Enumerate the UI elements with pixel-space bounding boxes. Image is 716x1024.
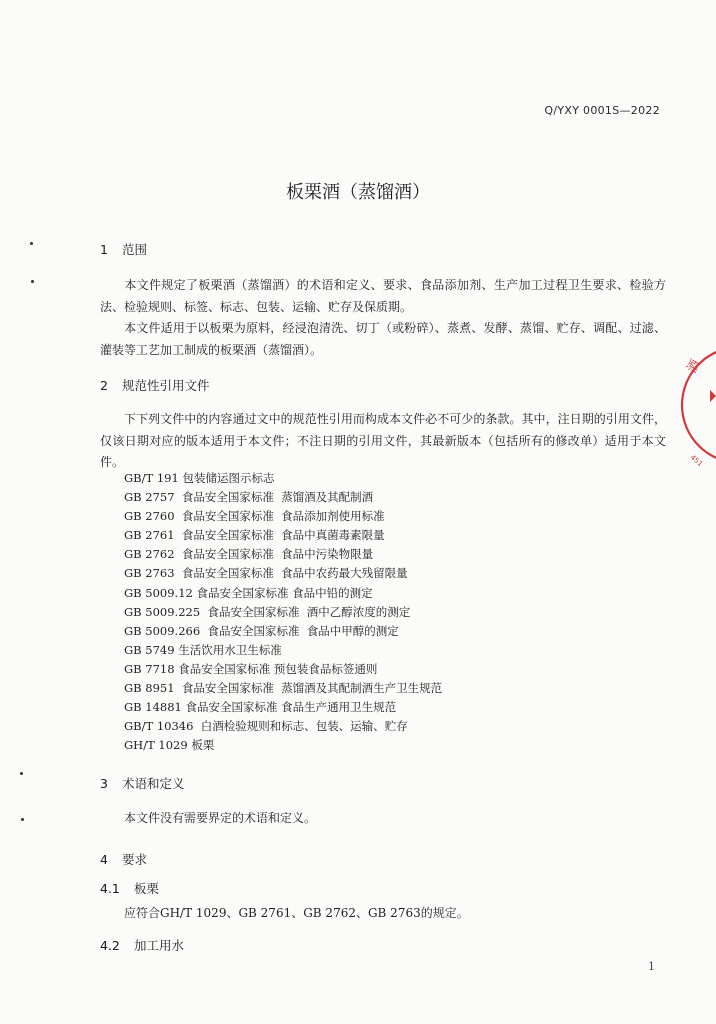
paragraph-text: 应符合GH/T 1029、GB 2761、GB 2762、GB 2763的规定。	[124, 906, 469, 920]
section-number: 3	[100, 776, 108, 791]
reference-item: GB/T 191 包装储运图示标志	[124, 471, 275, 485]
section-title: 要求	[121, 852, 147, 867]
section-1-paragraph-2	[100, 318, 666, 361]
paragraph-text: 本文件规定了板栗酒（蒸馏酒）的术语和定义、要求、食品添加剂、生产加工过程卫生要求、检验方法、检验规则、标签、标志、包装、运输、贮存及保质期。	[100, 278, 666, 314]
scan-mark	[30, 242, 33, 245]
page-number: 1	[648, 960, 655, 973]
red-seal-stamp	[676, 330, 716, 480]
seal-number-fragment: 451	[688, 453, 705, 469]
reference-item: GB 2762 食品安全国家标准 食品中污染物限量	[124, 547, 374, 562]
reference-item: GB 2760 食品安全国家标准 食品添加剂使用标准	[124, 509, 385, 524]
reference-item: GB 7718 食品安全国家标准 预包装食品标签通则	[124, 661, 378, 676]
reference-item: GB 2761 食品安全国家标准 食品中真菌毒素限量	[124, 528, 385, 543]
reference-item: GB 5749 生活饮用水卫生标准	[124, 642, 282, 657]
reference-item: GB 5009.266 食品安全国家标准 食品中甲醇的测定	[124, 623, 399, 638]
paragraph-text: 本文件没有需要界定的术语和定义。	[124, 811, 317, 825]
reference-item: GB 14881 食品安全国家标准 食品生产通用卫生规范	[124, 700, 397, 715]
section-number: 4.1	[100, 881, 120, 896]
section-4-1-paragraph	[100, 903, 666, 925]
reference-item: GB 2763 食品安全国家标准 食品中农药最大残留限量	[124, 566, 408, 581]
reference-item: GB 5009.225 食品安全国家标准 酒中乙醇浓度的测定	[124, 604, 411, 619]
section-4-heading	[100, 850, 147, 868]
reference-item: GB 5009.12 食品安全国家标准 食品中铅的测定	[124, 585, 373, 600]
reference-item: GH/T 1029 板栗	[124, 738, 215, 753]
scan-mark	[21, 818, 24, 821]
section-number: 4.2	[100, 938, 120, 953]
section-title: 规范性引用文件	[121, 378, 210, 393]
section-title: 术语和定义	[121, 776, 185, 791]
paragraph-text: 下下列文件中的内容通过文中的规范性引用而构成本文件必不可少的条款。其中，注日期的引用文件，仅该日期对应的版本适用于本文件；不注日期的引用文件，其最新版本（包括所有的修改单）适用于本文件。	[100, 412, 666, 469]
section-4-2-heading	[100, 936, 184, 954]
section-3-heading	[100, 774, 185, 792]
reference-item: GB 2757 食品安全国家标准 蒸馏酒及其配制酒	[124, 490, 374, 505]
section-number: 1	[100, 242, 108, 257]
document-title: 板栗酒（蒸馏酒）	[286, 182, 430, 203]
scan-mark	[20, 772, 23, 775]
section-2-heading	[100, 376, 210, 394]
section-title: 板栗	[133, 881, 159, 896]
section-2-intro	[100, 409, 666, 474]
reference-item: GB/T 10346 白酒检验规则和标志、包装、运输、贮存	[124, 719, 408, 734]
reference-list	[124, 469, 442, 755]
section-3-paragraph	[100, 808, 666, 830]
section-number: 4	[100, 852, 108, 867]
section-title: 加工用水	[133, 938, 184, 953]
seal-star-fragment	[710, 390, 716, 402]
seal-glyph: 酒	[684, 357, 704, 376]
section-title: 范围	[121, 242, 147, 257]
document-number: Q/YXY 0001S—2022	[544, 104, 660, 117]
reference-item: GB 8951 食品安全国家标准 蒸馏酒及其配制酒生产卫生规范	[124, 681, 443, 696]
section-1-heading	[100, 240, 147, 258]
section-1-paragraph-1	[100, 275, 666, 318]
scan-mark	[31, 280, 34, 283]
section-number: 2	[100, 378, 108, 393]
paragraph-text: 本文件适用于以板栗为原料，经浸泡清洗、切丁（或粉碎）、蒸煮、发酵、蒸馏、贮存、调配、过滤、灌装等工艺加工制成的板栗酒（蒸馏酒）。	[100, 321, 666, 357]
section-4-1-heading	[100, 879, 159, 897]
